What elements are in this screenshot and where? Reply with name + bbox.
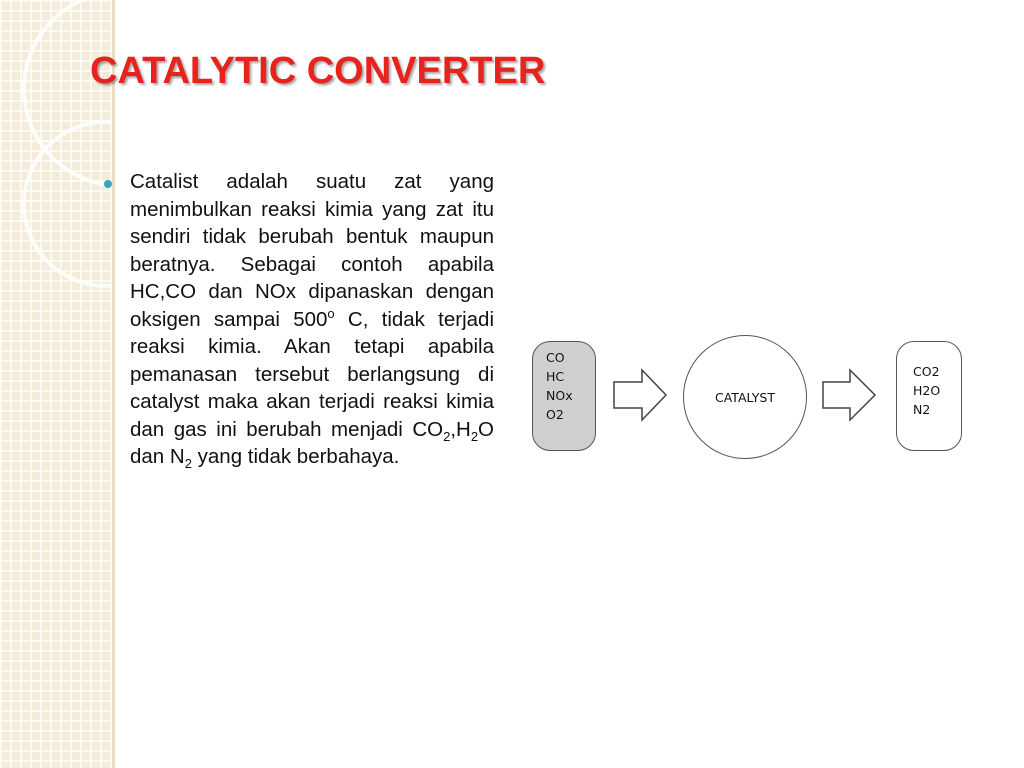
degree-superscript: o <box>327 305 335 321</box>
bullet-text-part1: Catalist adalah suatu zat yang menimbulkan reaksi kimia yang zat itu sendiri tidak berubah bentuk maupun beratnya. Sebagai contoh apabila HC,CO dan NOx dipanaskan dengan oksigen sampai 500 <box>130 170 494 331</box>
bullet-text <box>130 168 494 471</box>
h2o-subscript: 2 <box>470 428 479 444</box>
output-gases-list <box>913 362 940 419</box>
catalytic-diagram <box>520 320 980 470</box>
bullet-text-part5: yang tidak berbahaya. <box>191 445 400 468</box>
catalyst-label: CATALYST <box>714 389 776 405</box>
slide-title: CATALYTIC CONVERTER <box>90 50 546 92</box>
bullet-dot-icon <box>104 180 112 188</box>
input-gases-list <box>546 348 573 424</box>
input-gas-label: HC <box>546 369 565 384</box>
output-gas-label: H2O <box>913 383 941 398</box>
output-gas-label: CO2 <box>913 364 940 379</box>
bullet-point <box>104 168 494 491</box>
n2-subscript: 2 <box>184 456 192 472</box>
arrow-right-icon <box>614 370 666 420</box>
bullet-text-part2: C, tidak terjadi reaksi kimia. Akan tetapi apabila pemanasan tersebut berlangsung di catalyst maka akan terjadi reaksi kimia dan gas ini berubah menjadi CO <box>130 307 494 441</box>
decorative-sidebar <box>0 0 112 768</box>
input-gas-label: O2 <box>546 407 564 422</box>
input-gas-label: NOx <box>546 388 573 403</box>
bullet-text-part3: ,H <box>450 417 471 441</box>
catalyst-circle <box>683 335 807 459</box>
arrow-right-icon <box>823 370 875 420</box>
output-gas-label: N2 <box>913 402 931 417</box>
bullet-text-part4: O dan N <box>130 417 494 468</box>
input-gas-label: CO <box>546 350 565 365</box>
co2-subscript: 2 <box>443 428 451 444</box>
decorative-circle-middle <box>22 120 112 288</box>
